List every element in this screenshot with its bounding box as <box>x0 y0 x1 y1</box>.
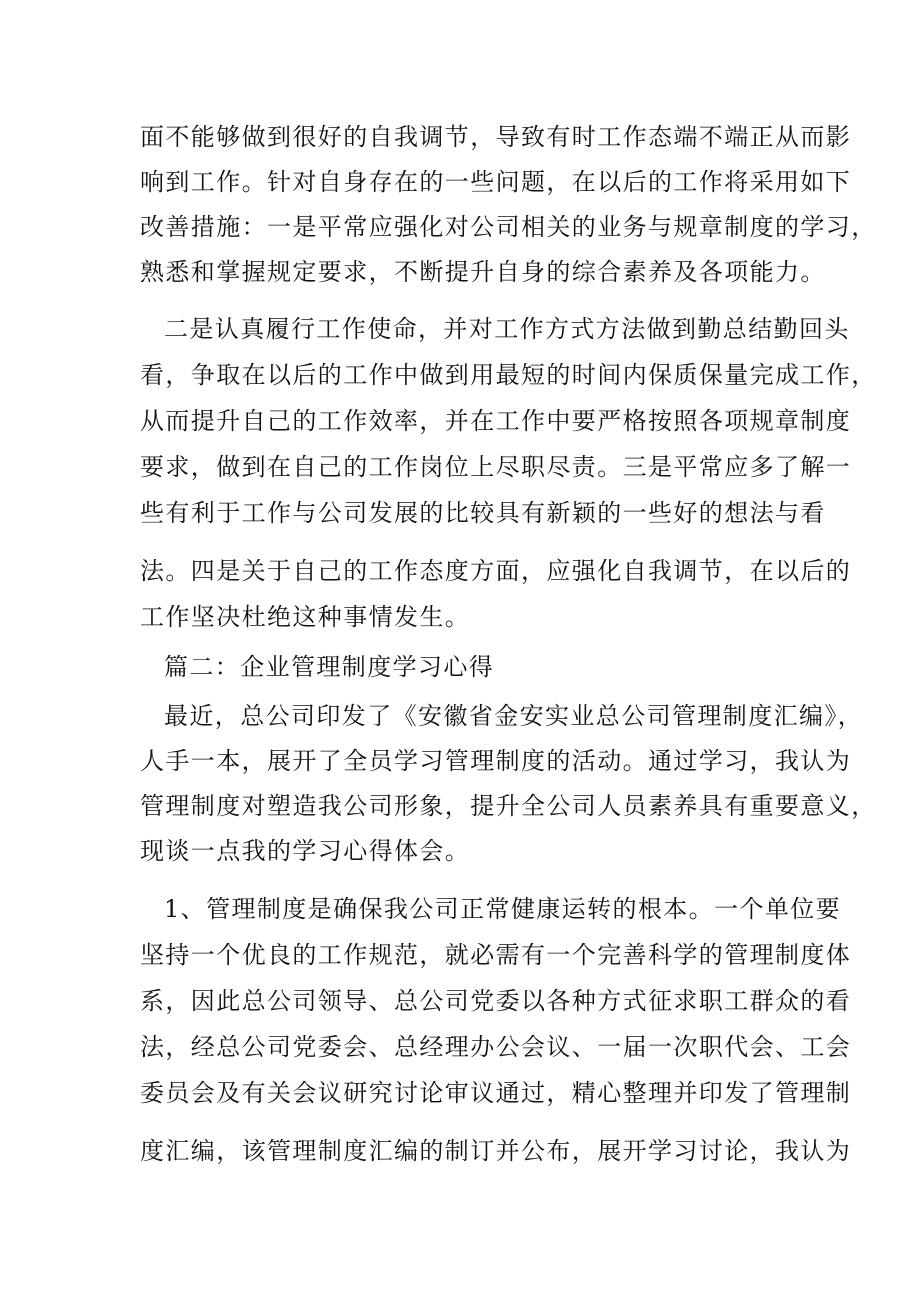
text-line: 看，争取在以后的工作中做到用最短的时间内保质保量完成工作， <box>140 361 877 389</box>
text-line: 面不能够做到很好的自我调节，导致有时工作态端不端正从而影 <box>140 123 852 151</box>
text-line: 要求，做到在自己的工作岗位上尽职尽责。三是平常应多了解一 <box>140 453 852 481</box>
text-line: 熟悉和掌握规定要求，不断提升自身的综合素养及各项能力。 <box>140 258 826 286</box>
text-line: 系，因此总公司领导、总公司党委以各种方式征求职工群众的看 <box>140 987 852 1015</box>
text-line: 人手一本，展开了全员学习管理制度的活动。通过学习，我认为 <box>140 747 852 775</box>
text-line: 委员会及有关会议研究讨论审议通过，精心整理并印发了管理制 <box>140 1079 852 1107</box>
text-line: 响到工作。针对自身存在的一些问题，在以后的工作将采用如下 <box>140 168 852 196</box>
text-line: 从而提升自己的工作效率，并在工作中要严格按照各项规章制度 <box>140 407 852 435</box>
text-line: 最近，总公司印发了《安徽省金安实业总公司管理制度汇编》， <box>164 702 864 730</box>
text-line: 二是认真履行工作使命，并对工作方式方法做到勤总结勤回头 <box>164 315 850 343</box>
text-line: 工作坚决杜绝这种事情发生。 <box>140 603 471 631</box>
text-line: 坚持一个优良的工作规范，就必需有一个完善科学的管理制度体 <box>140 941 852 969</box>
text-line: 1、管理制度是确保我公司正常健康运转的根本。一个单位要 <box>164 895 842 923</box>
text-line: 些有利于工作与公司发展的比较具有新颖的一些好的想法与看 <box>140 499 826 527</box>
text-line: 法，经总公司党委会、总经理办公会议、一届一次职代会、工会 <box>140 1033 852 1061</box>
text-line: 法。四是关于自己的工作态度方面，应强化自我调节，在以后的 <box>140 557 852 585</box>
section-heading: 篇二：企业管理制度学习心得 <box>164 653 495 681</box>
text-line: 改善措施：一是平常应强化对公司相关的业务与规章制度的学习， <box>140 213 877 241</box>
text-line: 度汇编，该管理制度汇编的制订并公布，展开学习讨论，我认为 <box>140 1137 852 1165</box>
text-line: 管理制度对塑造我公司形象，提升全公司人员素养具有重要意义， <box>140 792 877 820</box>
text-line: 现谈一点我的学习心得体会。 <box>140 837 471 865</box>
